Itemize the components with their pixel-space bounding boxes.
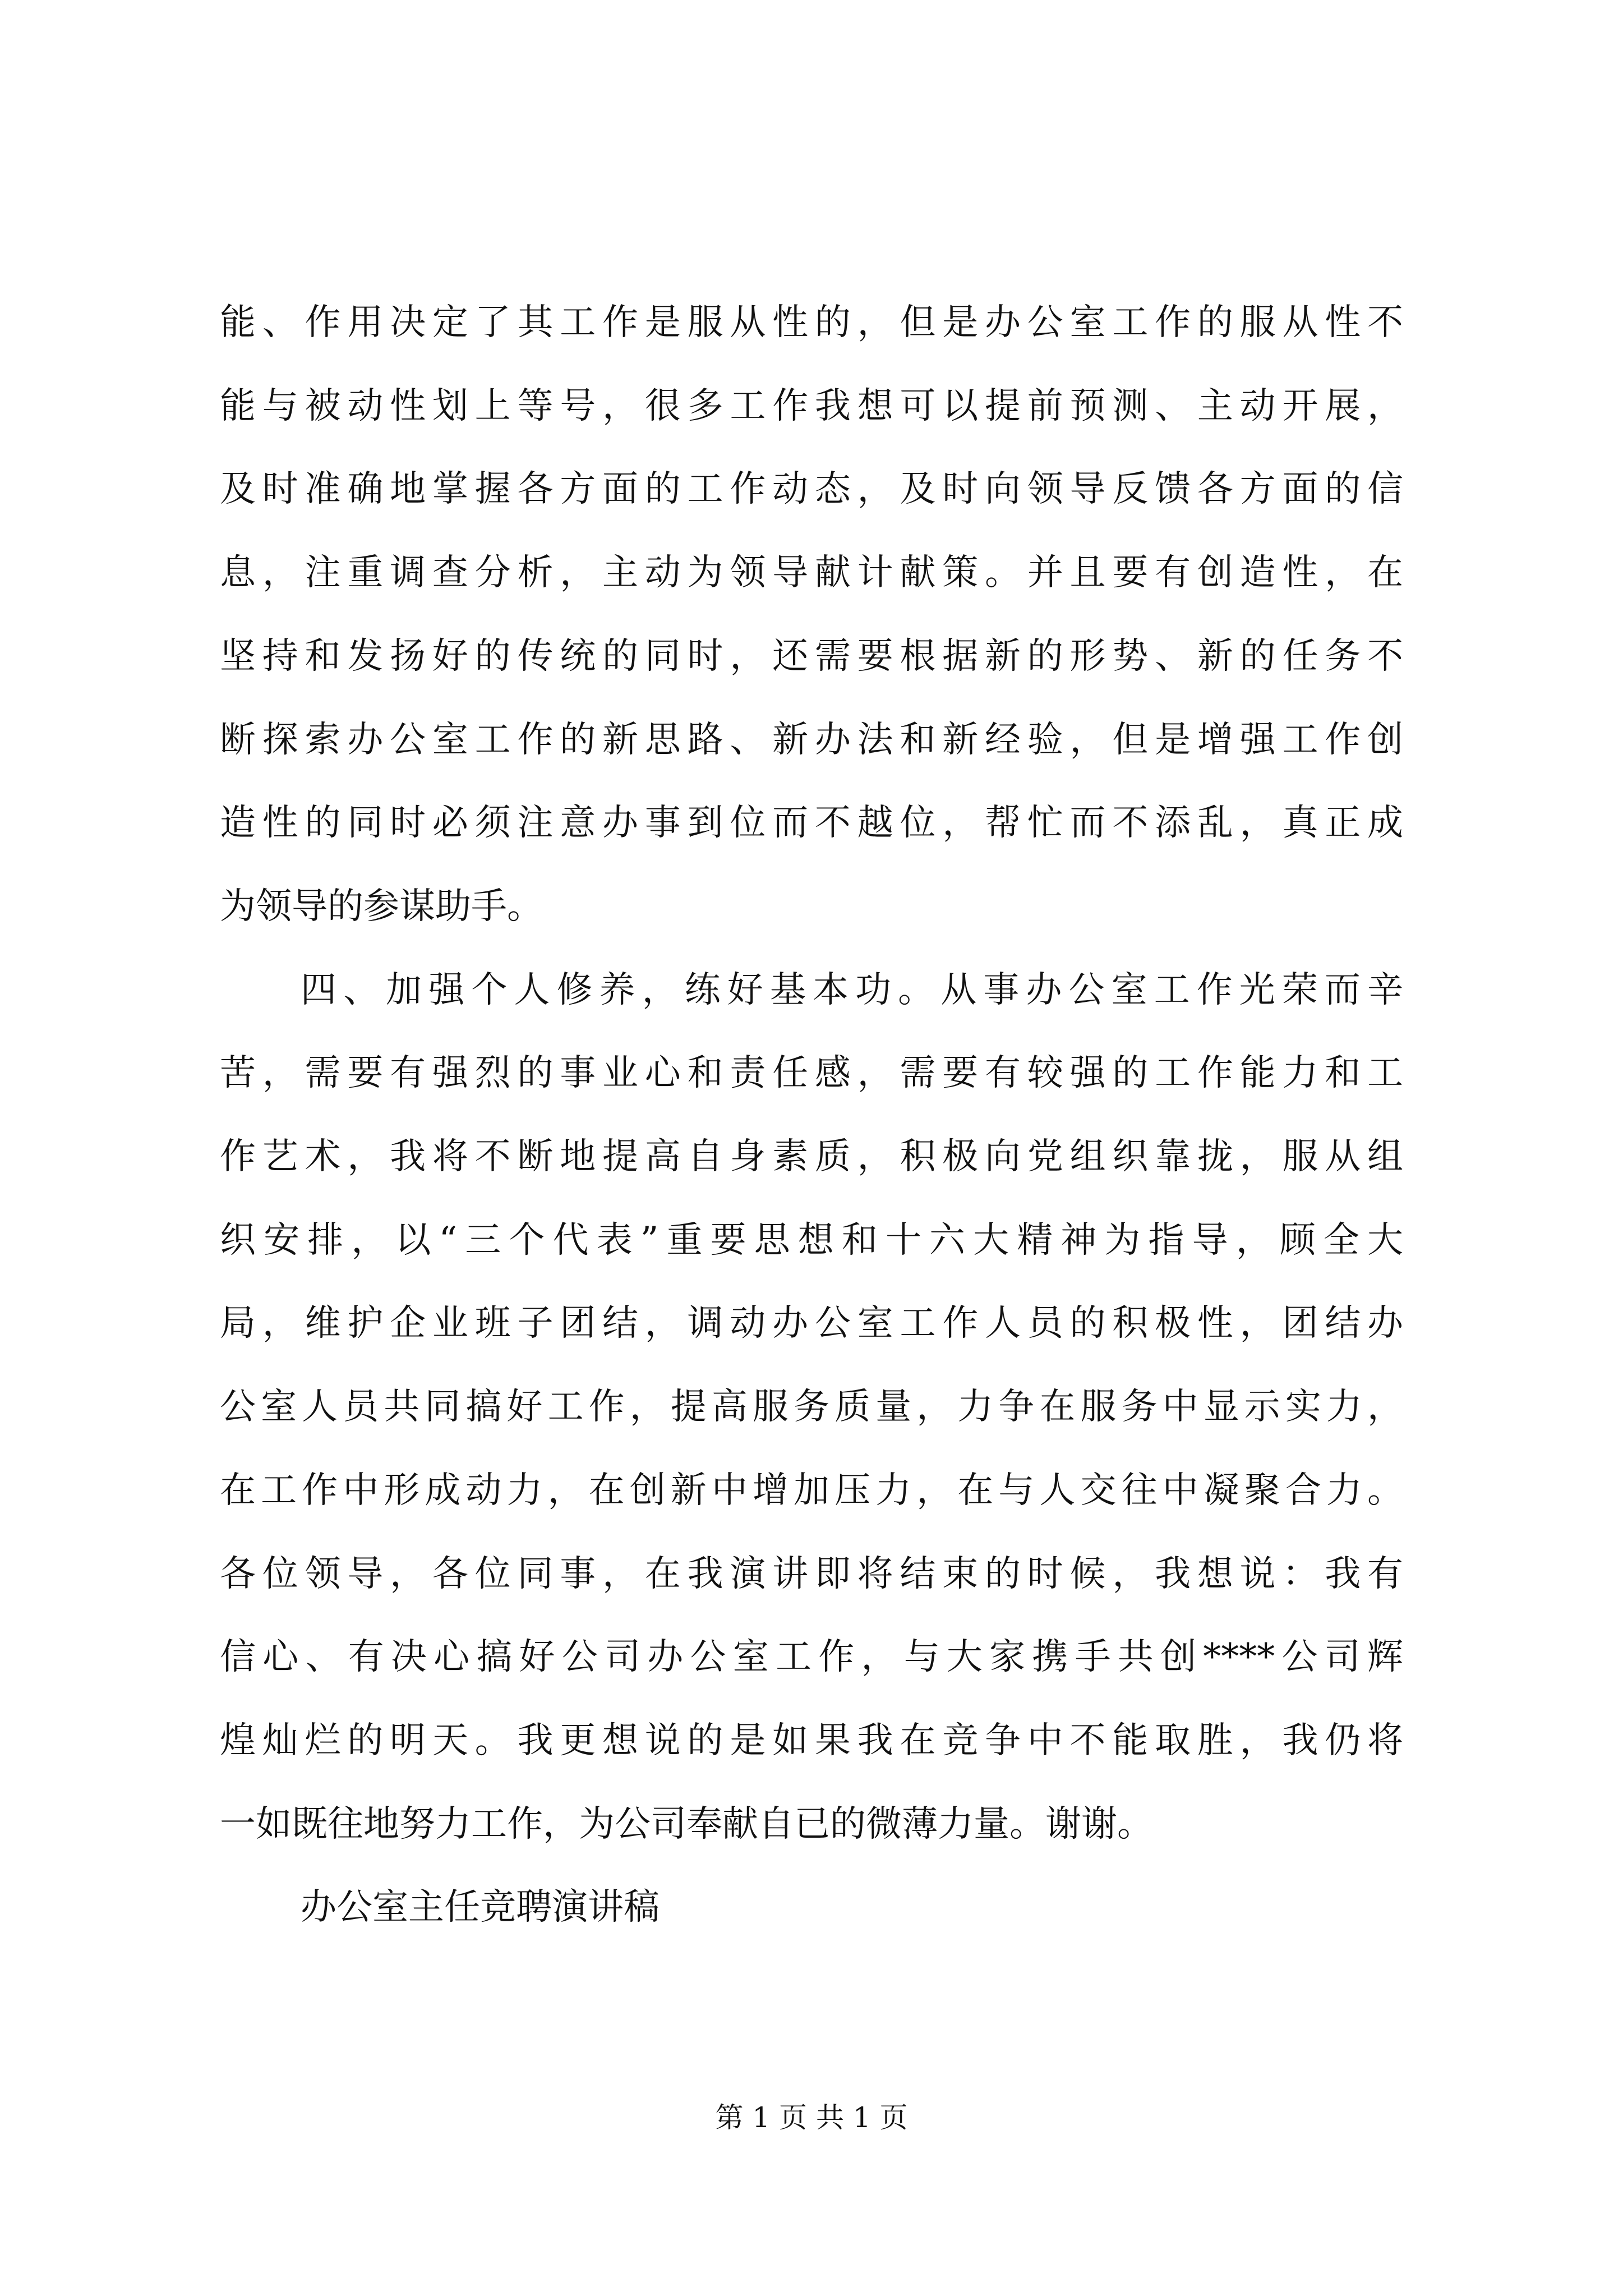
body-line: 断探索办公室工作的新思路、新办法和新经验，但是增强工作创 (220, 719, 1403, 761)
body-line: 苦，需要有强烈的事业心和责任感，需要有较强的工作能力和工 (220, 1052, 1403, 1094)
paragraph-heading-line: 四、加强个人修养，练好基本功。从事办公室工作光荣而辛 (301, 969, 1403, 1011)
body-line: 信心、有决心搞好公司办公室工作，与大家携手共创****公司辉 (220, 1636, 1403, 1678)
body-line: 能与被动性划上等号，很多工作我想可以提前预测、主动开展， (220, 385, 1403, 427)
body-line: 织安排，以“三个代表”重要思想和十六大精神为指导，顾全大 (220, 1220, 1403, 1261)
body-line: 为领导的参谋助手。 (220, 886, 543, 927)
body-line: 一如既往地努力工作，为公司奉献自已的微薄力量。谢谢。 (220, 1803, 1153, 1845)
body-line: 在工作中形成动力，在创新中增加压力，在与人交往中凝聚合力。 (220, 1470, 1403, 1511)
body-line: 作艺术，我将不断地提高自身素质，积极向党组织靠拢，服从组 (220, 1136, 1403, 1177)
document-title-line: 办公室主任竞聘演讲稿 (301, 1887, 660, 1928)
body-line: 造性的同时必须注意办事到位而不越位，帮忙而不添乱，真正成 (220, 802, 1403, 844)
body-line: 局，维护企业班子团结，调动办公室工作人员的积极性，团结办 (220, 1303, 1403, 1344)
body-line: 各位领导，各位同事，在我演讲即将结束的时候，我想说：我有 (220, 1553, 1403, 1595)
body-line: 公室人员共同搞好工作，提高服务质量，力争在服务中显示实力， (220, 1386, 1403, 1428)
body-line: 坚持和发扬好的传统的同时，还需要根据新的形势、新的任务不 (220, 636, 1403, 677)
body-line: 煌灿烂的明天。我更想说的是如果我在竞争中不能取胜，我仍将 (220, 1720, 1403, 1761)
body-line: 及时准确地掌握各方面的工作动态，及时向领导反馈各方面的信 (220, 468, 1403, 510)
page-number-footer: 第 1 页 共 1 页 (715, 2101, 908, 2134)
body-line: 息，注重调查分析，主动为领导献计献策。并且要有创造性，在 (220, 552, 1403, 593)
body-line: 能、作用决定了其工作是服从性的，但是办公室工作的服从性不 (220, 302, 1403, 343)
